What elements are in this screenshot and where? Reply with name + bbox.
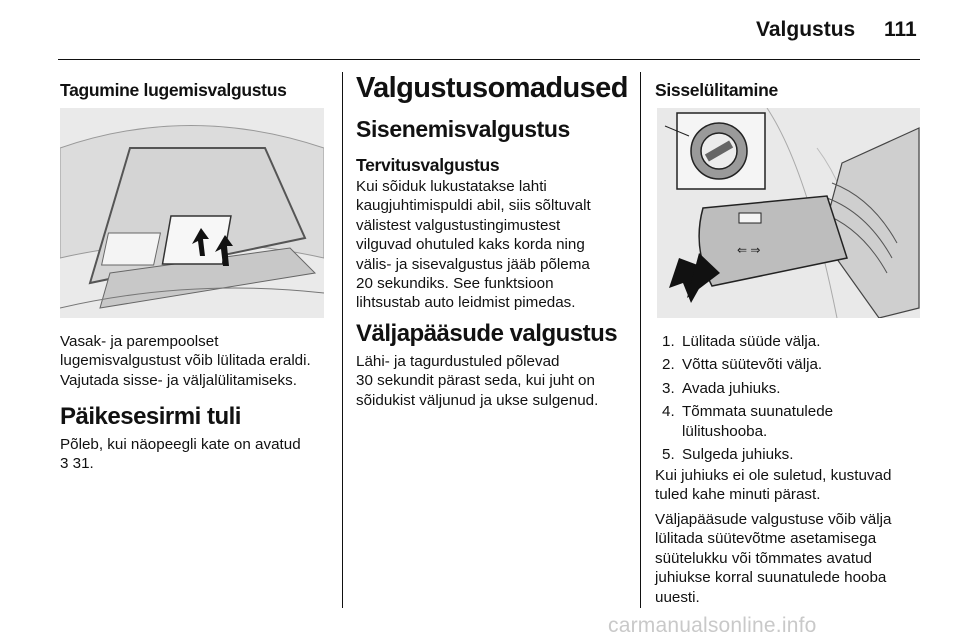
step-text: Võtta süütevõti välja. <box>682 356 823 374</box>
text-line: Vajutada sisse- ja väljalülitamiseks. <box>60 371 297 389</box>
welcome-lighting-text <box>356 177 631 313</box>
column-divider <box>640 72 641 608</box>
text-line: 20 sekundiks. See funktsioon <box>356 275 554 293</box>
text-line: Lähi- ja tagurdustuled põlevad <box>356 353 560 370</box>
step-number: 5. <box>662 446 675 464</box>
page-header <box>0 0 960 62</box>
step-text: Tõmmata suunatulede <box>682 403 834 421</box>
deactivation-text <box>655 510 935 607</box>
sun-visor-light-heading: Päikesesirmi tuli <box>60 403 241 430</box>
text-line: tuled kahe minuti pärast. <box>655 486 821 504</box>
text-line: uuesti. <box>655 588 700 606</box>
header-rule <box>58 59 920 60</box>
step-text: Lülitada süüde välja. <box>682 333 821 350</box>
text-line: välis- ja sisevalgustus jääb põlema <box>356 255 590 273</box>
text-line: välistest valgustustingimustest <box>356 216 561 234</box>
activation-heading: Sisselülitamine <box>655 80 778 100</box>
text-line: Vasak- ja parempoolset <box>60 333 219 350</box>
reading-light-drawing <box>60 108 324 318</box>
welcome-lighting-heading: Tervitusvalgustus <box>356 155 500 175</box>
text-line: Põleb, kui näopeegli kate on avatud <box>60 436 301 453</box>
page-reference[interactable]: 3 31. <box>60 455 94 473</box>
step-text: lülitushooba. <box>682 422 768 440</box>
exit-lighting-text <box>356 352 636 410</box>
rear-reading-light-heading: Tagumine lugemisvalgustus <box>60 80 287 100</box>
text-line: kaugjuhtimispuldi abil, siis sõltuvalt <box>356 197 591 215</box>
list-item <box>655 402 925 441</box>
exit-lighting-heading: Väljapääsude valgustus <box>356 320 618 347</box>
step-number: 3. <box>662 379 675 397</box>
column-divider <box>342 72 343 608</box>
step-number: 2. <box>662 356 675 374</box>
turn-signal-lever-illustration <box>657 108 920 318</box>
text-line: Kui sõiduk lukustatakse lahti <box>356 178 547 195</box>
text-line: 30 sekundit pärast seda, kui juht on <box>356 372 595 390</box>
list-item <box>655 379 925 398</box>
text-line: sõidukist väljunud ja ukse sulgenud. <box>356 391 599 409</box>
reading-light-text <box>60 332 335 390</box>
text-line: Kui juhiuks ei ole suletud, kustuvad <box>655 467 892 484</box>
door-not-closed-text <box>655 466 935 505</box>
text-line: vilguvad ohutuled kaks korda ning <box>356 236 585 254</box>
turn-signal-lever-drawing <box>657 108 920 318</box>
text-line: Väljapääsude valgustuse võib välja <box>655 511 892 528</box>
text-line: lugemisvalgustust võib lülitada eraldi. <box>60 352 311 370</box>
step-number: 1. <box>662 333 675 350</box>
step-text: Sulgeda juhiuks. <box>682 446 794 464</box>
text-line: juhiukse korral suunatulede hooba <box>655 569 887 587</box>
activation-steps <box>655 332 925 468</box>
watermark: carmanualsonline.info <box>608 614 817 637</box>
section-title: Valgustus <box>756 18 856 41</box>
text-line: lülitada süütevõtme asetamisega <box>655 530 877 548</box>
step-text: Avada juhiuks. <box>682 379 781 397</box>
chapter-title: Valgustusomadused <box>356 72 628 104</box>
step-number: 4. <box>662 403 675 421</box>
text-line: lihtsustab auto leidmist pimedas. <box>356 294 576 312</box>
list-item <box>655 355 925 374</box>
list-item <box>655 332 925 351</box>
svg-text:⇐ ⇒: ⇐ ⇒ <box>737 243 761 257</box>
sun-visor-light-text <box>60 435 330 474</box>
text-line: süütelukku või tõmmates avatud <box>655 549 872 567</box>
entry-lighting-heading: Sisenemisvalgustus <box>356 116 570 142</box>
reading-light-illustration <box>60 108 324 318</box>
page-number: 111 <box>884 18 917 41</box>
list-item <box>655 445 925 464</box>
